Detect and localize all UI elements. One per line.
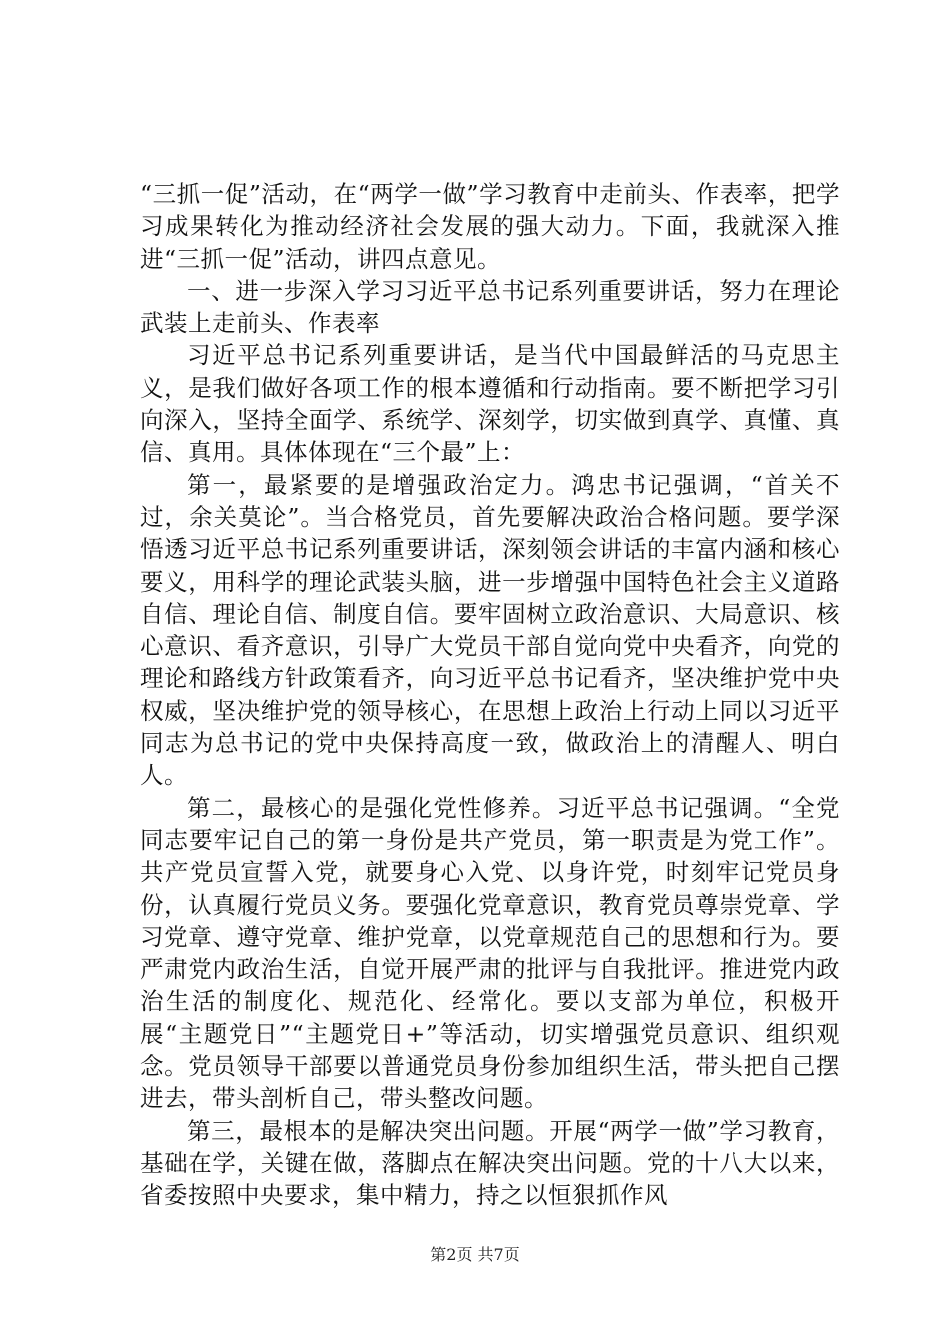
paragraph-point-first: 第一，最紧要的是增强政治定力。鸿忠书记强调，“首关不过，余关莫论”。当合格党员，首先要解决政治合格问题。要学深悟透习近平总书记系列重要讲话，深刻领会讲话的丰富内涵和核心要义，用科学的理论武装头脑，进一步增强中国特色社会主义道路自信、理论自信、制度自信。要牢固树立政治意识、大局意识、核心意识、看齐意识，引导广大党员干部自觉向党中央看齐，向党的理论和路线方针政策看齐，向习近平总书记看齐，坚决维护党中央权威，坚决维护党的领导核心，在思想上政治上行动上同以习近平同志为总书记的党中央保持高度一致，做政治上的清醒人、明白人。 bbox=[140, 470, 840, 790]
document-body bbox=[140, 178, 840, 1212]
section-heading-one: 一、进一步深入学习习近平总书记系列重要讲话，努力在理论武装上走前头、作表率 bbox=[140, 276, 840, 338]
paragraph-point-third: 第三，最根本的是解决突出问题。开展“两学一做”学习教育，基础在学，关键在做，落脚点在解决突出问题。党的十八大以来，省委按照中央要求，集中精力，持之以恒狠抓作风 bbox=[140, 1116, 840, 1210]
paragraph-speech-overview: 习近平总书记系列重要讲话，是当代中国最鲜活的马克思主义，是我们做好各项工作的根本遵循和行动指南。要不断把学习引向深入，坚持全面学、系统学、深刻学，切实做到真学、真懂、真信、真用。具体体现在“三个最”上： bbox=[140, 341, 840, 467]
paragraph-point-second: 第二，最核心的是强化党性修养。习近平总书记强调。“全党同志要牢记自己的第一身份是共产党员，第一职责是为党工作”。共产党员宣誓入党，就要身心入党、以身许党，时刻牢记党员身份，认真履行党员义务。要强化党章意识，教育党员尊崇党章、学习党章、遵守党章、维护党章，以党章规范自己的思想和行为。要严肃党内政治生活，自觉开展严肃的批评与自我批评。推进党内政治生活的制度化、规范化、经常化。要以支部为单位，积极开展“主题党日”“主题党日+”等活动，切实增强党员意识、组织观念。党员领导干部要以普通党员身份参加组织生活，带头把自己摆进去，带头剖析自己，带头整改问题。 bbox=[140, 793, 840, 1113]
page-number-footer: 第2页 共7页 bbox=[430, 1245, 520, 1264]
paragraph-intro-continuation: “三抓一促”活动，在“两学一做”学习教育中走前头、作表率，把学习成果转化为推动经济社会发展的强大动力。下面，我就深入推进“三抓一促”活动，讲四点意见。 bbox=[140, 180, 840, 273]
